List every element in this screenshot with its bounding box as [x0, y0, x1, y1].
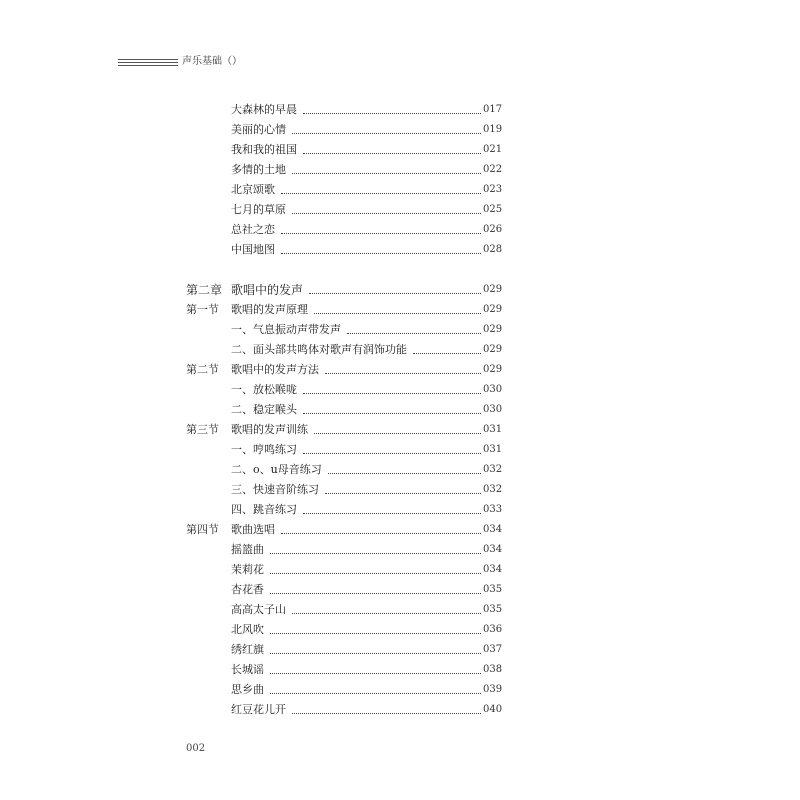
- toc-page-number: 034: [483, 524, 503, 535]
- toc-title: 绣红旗: [231, 643, 264, 656]
- toc-entry-row: [0, 681, 800, 699]
- toc-title: 一、气息振动声带发声: [231, 323, 341, 336]
- toc-leader: [303, 393, 481, 394]
- toc-leader: [303, 413, 481, 414]
- toc-leader: [314, 433, 481, 434]
- toc-page-number: 029: [483, 324, 503, 335]
- toc-page-number: 035: [483, 584, 503, 595]
- toc-chapter-row: [0, 281, 800, 299]
- toc-entry-row: [0, 621, 800, 639]
- toc-page-number: 017: [483, 104, 503, 115]
- toc-entry-row: [0, 201, 800, 219]
- toc-section-row: [0, 361, 800, 379]
- toc-entry-row: [0, 441, 800, 459]
- toc-entry-row: [0, 381, 800, 399]
- toc-entry-row: [0, 101, 800, 119]
- toc-leader: [303, 513, 481, 514]
- toc-page-number: 019: [483, 124, 503, 135]
- toc-title: 一、哼鸣练习: [231, 443, 297, 456]
- toc-leader: [270, 653, 481, 654]
- toc-entry-row: [0, 481, 800, 499]
- toc-title: 歌唱中的发声: [231, 283, 304, 297]
- toc-entry-row: [0, 241, 800, 259]
- toc-title: 四、跳音练习: [231, 503, 297, 516]
- toc-title: 多情的土地: [231, 163, 286, 176]
- page-number: 002: [186, 743, 206, 754]
- toc-entry-row: [0, 181, 800, 199]
- toc-leader: [292, 213, 481, 214]
- toc-leader: [413, 353, 481, 354]
- toc-page-number: 029: [483, 304, 503, 315]
- toc-title: 七月的草原: [231, 203, 286, 216]
- toc-entry-row: [0, 221, 800, 239]
- toc-label: 第三节: [186, 423, 219, 436]
- toc-leader: [309, 293, 481, 294]
- toc-leader: [270, 693, 481, 694]
- toc-leader: [325, 493, 481, 494]
- toc-page-number: 031: [483, 444, 503, 455]
- toc-page-number: 029: [483, 364, 503, 375]
- toc-page-number: 034: [483, 544, 503, 555]
- toc-page-number: 033: [483, 504, 503, 515]
- toc-entry-row: [0, 541, 800, 559]
- toc-entry-row: [0, 461, 800, 479]
- toc-page-number: 030: [483, 404, 503, 415]
- toc-label: 第四节: [186, 523, 219, 536]
- toc-title: 大森林的早晨: [231, 103, 297, 116]
- toc-title: 总社之恋: [231, 223, 275, 236]
- toc-section-row: [0, 421, 800, 439]
- toc-title: 二、稳定喉头: [231, 403, 297, 416]
- toc-title: 思乡曲: [231, 683, 264, 696]
- toc-page-number: 026: [483, 224, 503, 235]
- toc-leader: [270, 673, 481, 674]
- toc-leader: [292, 173, 481, 174]
- toc-title: 北风吹: [231, 623, 264, 636]
- toc-leader: [292, 133, 481, 134]
- toc-title: 长城谣: [231, 663, 264, 676]
- toc-entry-row: [0, 701, 800, 719]
- toc-leader: [303, 453, 481, 454]
- toc-title: 美丽的心情: [231, 123, 286, 136]
- toc-page-number: 034: [483, 564, 503, 575]
- toc-title: 我和我的祖国: [231, 143, 297, 156]
- toc-title: 摇篮曲: [231, 543, 264, 556]
- toc-leader: [314, 313, 481, 314]
- toc-entry-row: [0, 161, 800, 179]
- toc-page-number: 037: [483, 644, 503, 655]
- toc-page-number: 039: [483, 684, 503, 695]
- toc-leader: [270, 553, 481, 554]
- toc-page-number: 040: [483, 704, 503, 715]
- toc-leader: [270, 633, 481, 634]
- toc-label: 第一节: [186, 303, 219, 316]
- toc-page-number: 031: [483, 424, 503, 435]
- toc-leader: [281, 193, 481, 194]
- toc-section-row: [0, 301, 800, 319]
- toc-leader: [270, 573, 481, 574]
- toc-page-number: 032: [483, 484, 503, 495]
- toc-title: 北京颂歌: [231, 183, 275, 196]
- toc-entry-row: [0, 341, 800, 359]
- toc-page-number: 025: [483, 204, 503, 215]
- toc-entry-row: [0, 601, 800, 619]
- toc-page-number: 023: [483, 184, 503, 195]
- toc-page-number: 036: [483, 624, 503, 635]
- toc-entry-row: [0, 401, 800, 419]
- toc-title: 杏花香: [231, 583, 264, 596]
- toc-leader: [281, 533, 481, 534]
- toc-page-number: 035: [483, 604, 503, 615]
- toc-page-number: 021: [483, 144, 503, 155]
- running-header: 声乐基础（）: [182, 56, 242, 67]
- toc-title: 高高太子山: [231, 603, 286, 616]
- toc-title: 歌唱的发声训练: [231, 423, 308, 436]
- toc-page-number: 028: [483, 244, 503, 255]
- toc-section-row: [0, 521, 800, 539]
- toc-page-number: 029: [483, 344, 503, 355]
- toc-entry-row: [0, 581, 800, 599]
- toc-title: 二、面头部共鸣体对歌声有润饰功能: [231, 343, 407, 356]
- toc-entry-row: [0, 561, 800, 579]
- toc-entry-row: [0, 501, 800, 519]
- toc-entry-row: [0, 661, 800, 679]
- toc-leader: [281, 233, 481, 234]
- toc-title: 二、o、u母音练习: [231, 463, 322, 476]
- toc-title: 一、放松喉咙: [231, 383, 297, 396]
- toc-title: 中国地图: [231, 243, 275, 256]
- toc-leader: [270, 593, 481, 594]
- toc-title: 三、快速音阶练习: [231, 483, 319, 496]
- toc-page-number: 029: [483, 284, 503, 295]
- toc-leader: [325, 373, 481, 374]
- toc-leader: [303, 153, 481, 154]
- toc-leader: [303, 113, 481, 114]
- toc-leader: [292, 613, 481, 614]
- toc-label: 第二节: [186, 363, 219, 376]
- toc-page-number: 038: [483, 664, 503, 675]
- toc-page-number: 030: [483, 384, 503, 395]
- toc-leader: [292, 713, 481, 714]
- toc-entry-row: [0, 121, 800, 139]
- toc-leader: [347, 333, 481, 334]
- toc-entry-row: [0, 141, 800, 159]
- toc-leader: [281, 253, 481, 254]
- toc-title: 茉莉花: [231, 563, 264, 576]
- toc-title: 歌唱的发声原理: [231, 303, 308, 316]
- toc-page-number: 032: [483, 464, 503, 475]
- toc-leader: [328, 473, 481, 474]
- toc-entry-row: [0, 321, 800, 339]
- toc-label: 第二章: [186, 283, 223, 297]
- toc-title: 歌唱中的发声方法: [231, 363, 319, 376]
- toc-title: 歌曲选唱: [231, 523, 275, 536]
- toc-entry-row: [0, 641, 800, 659]
- toc-page-number: 022: [483, 164, 503, 175]
- toc-title: 红豆花儿开: [231, 703, 286, 716]
